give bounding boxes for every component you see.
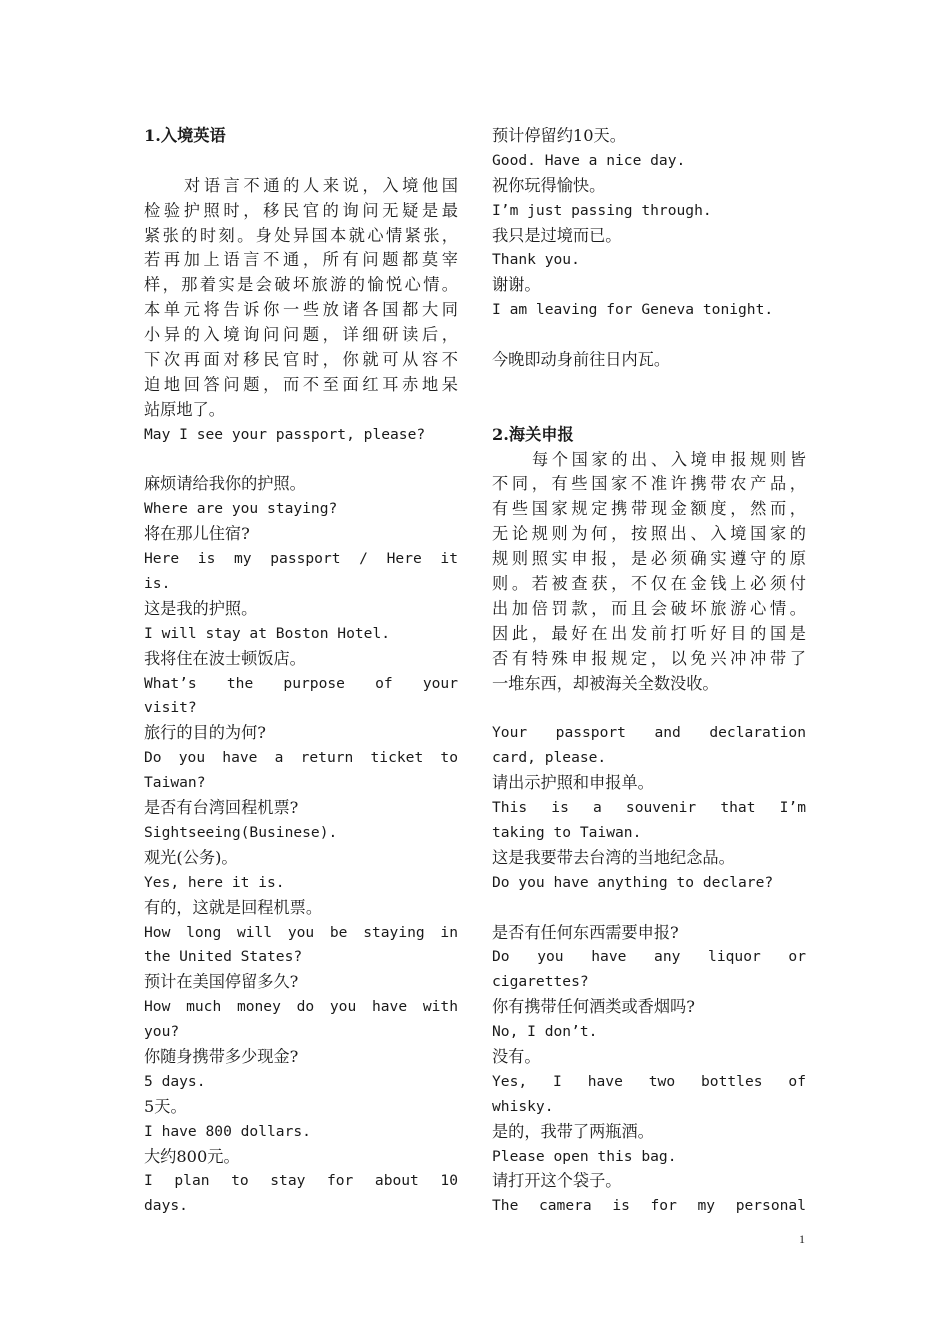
right-column — [492, 124, 806, 1219]
entry-intro-paragraph — [144, 174, 458, 423]
dialogue-line: Taiwan? — [144, 774, 206, 792]
dialogue-line: is. — [144, 575, 171, 593]
blank-line — [144, 448, 458, 473]
dialogue-line: 是的，我带了两瓶酒。 — [492, 1121, 654, 1141]
paragraph-line: 站原地了。 — [144, 399, 225, 419]
paragraph-line: 否有特殊申报规定，以免兴冲冲带了 — [492, 648, 806, 668]
dialogue-line: I have 800 dollars. — [144, 1122, 311, 1140]
paragraph-line: 因此，最好在出发前打听好目的国是 — [492, 623, 806, 643]
dialogue-line: 有的，这就是回程机票。 — [144, 897, 323, 917]
dialogue-line: cigarettes? — [492, 973, 589, 991]
dialogue-line: What’s the purpose of your — [144, 674, 458, 692]
paragraph-line: 不同，有些国家不准许携带农产品， — [492, 474, 806, 494]
dialogue-line: No, I don’t. — [492, 1023, 598, 1041]
dialogue-line: Good. Have a nice day. — [492, 151, 686, 169]
page-number: 1 — [799, 1232, 805, 1246]
dialogue-line: 我将住在波士顿饭店。 — [144, 648, 306, 668]
paragraph-line: 样，那着实是会破坏旅游的愉悦心情。 — [144, 275, 458, 295]
dialogue-line: Yes, here it is. — [144, 873, 285, 891]
dialogue-line: card, please. — [492, 749, 607, 767]
paragraph-line: 则。若被查获，不仅在金钱上必须付 — [492, 574, 806, 594]
dialogue-line: How long will you be staying in — [144, 923, 458, 941]
paragraph-line: 小异的入境询问问题，详细研读后， — [144, 325, 458, 345]
dialogue-line: Yes, I have two bottles of — [492, 1072, 806, 1090]
dialogue-line: the United States? — [144, 948, 303, 966]
left-column — [144, 124, 458, 1219]
section-heading-entry: 1.入境英语 — [144, 126, 226, 145]
entry-dialogue — [144, 423, 458, 1220]
dialogue-line: 预计在美国停留多久? — [144, 972, 299, 992]
paragraph-line: 无论规则为何，按照出、入境国家的 — [492, 524, 806, 544]
section-heading-customs: 2.海关申报 — [492, 424, 574, 444]
dialogue-line: Do you have a return ticket to — [144, 749, 458, 767]
dialogue-line: 将在那儿住宿? — [144, 524, 250, 544]
dialogue-line: 5 days. — [144, 1072, 206, 1090]
dialogue-line: I am leaving for Geneva tonight. — [492, 301, 774, 319]
paragraph-line: 规则照实申报，是必须确实遵守的原 — [492, 549, 806, 569]
dialogue-line: 今晚即动身前往日内瓦。 — [492, 350, 671, 370]
dialogue-line: 5天。 — [144, 1096, 187, 1116]
paragraph-line: 迫地回答问题，而不至面红耳赤地呆 — [144, 374, 458, 394]
dialogue-line: I will stay at Boston Hotel. — [144, 624, 391, 642]
paragraph-line: 检验护照时，移民官的询问无疑是最 — [144, 200, 458, 220]
paragraph-line: 若再加上语言不通，所有问题都莫宰 — [144, 250, 458, 270]
paragraph-line: 紧张的时刻。身处异国本就心情紧张， — [144, 225, 458, 245]
dialogue-line: 祝你玩得愉快。 — [492, 175, 606, 195]
dialogue-line: 我只是过境而已。 — [492, 225, 622, 245]
dialogue-line: 旅行的目的为何? — [144, 723, 266, 743]
paragraph-line: 一堆东西，却被海关全数没收。 — [492, 673, 719, 693]
dialogue-line: 是否有任何东西需要申报? — [492, 922, 679, 942]
dialogue-line: 是否有台湾回程机票? — [144, 798, 299, 818]
dialogue-line: Please open this bag. — [492, 1147, 677, 1165]
dialogue-line: whisky. — [492, 1097, 554, 1115]
dialogue-line: How much money do you have with — [144, 998, 458, 1016]
blank-line — [492, 697, 806, 722]
dialogue-line: visit? — [144, 699, 197, 717]
customs-dialogue — [492, 697, 806, 1220]
dialogue-line: Here is my passport / Here it — [144, 550, 458, 568]
dialogue-line: 麻烦请给我你的护照。 — [144, 474, 306, 494]
dialogue-line: taking to Taiwan. — [492, 823, 642, 841]
dialogue-line: 大约800元。 — [144, 1146, 240, 1166]
dialogue-line: 没有。 — [492, 1046, 541, 1066]
dialogue-line: Sightseeing(Businese). — [144, 823, 338, 841]
dialogue-line: you? — [144, 1023, 180, 1041]
dialogue-line: Do you have anything to declare? — [492, 873, 774, 891]
dialogue-line: The camera is for my personal — [492, 1197, 806, 1215]
dialogue-line: May I see your passport, please? — [144, 425, 426, 443]
dialogue-line: Where are you staying? — [144, 500, 338, 518]
paragraph-line: 对语言不通的人来说，入境他国 — [184, 175, 458, 195]
dialogue-line: Do you have any liquor or — [492, 948, 806, 966]
spacer — [144, 149, 458, 174]
dialogue-line: 这是我的护照。 — [144, 598, 258, 618]
dialogue-line: 观光(公务)。 — [144, 847, 238, 867]
dialogue-line: Your passport and declaration — [492, 724, 806, 742]
paragraph-line: 下次再面对移民官时，你就可从容不 — [144, 350, 458, 370]
dialogue-line: 请出示护照和申报单。 — [492, 773, 654, 793]
paragraph-line: 每个国家的出、入境申报规则皆 — [532, 449, 806, 469]
customs-intro-paragraph — [492, 448, 806, 697]
blank-line — [492, 323, 806, 348]
dialogue-line: 请打开这个袋子。 — [492, 1171, 622, 1191]
dialogue-line: 你有携带任何酒类或香烟吗? — [492, 997, 695, 1017]
dialogue-line: This is a souvenir that I’m — [492, 799, 806, 817]
paragraph-line: 本单元将告诉你一些放诸各国都大同 — [144, 300, 458, 320]
paragraph-line: 出加倍罚款，而且会破坏旅游心情。 — [492, 598, 806, 618]
entry-dialogue-continued — [492, 124, 806, 373]
dialogue-line: days. — [144, 1197, 188, 1215]
blank-line — [492, 896, 806, 921]
dialogue-line: Thank you. — [492, 251, 580, 269]
dialogue-line: I’m just passing through. — [492, 201, 712, 219]
paragraph-line: 有些国家规定携带现金额度，然而， — [492, 499, 806, 519]
dialogue-line: 谢谢。 — [492, 275, 541, 295]
spacer — [492, 373, 806, 423]
dialogue-line: 这是我要带去台湾的当地纪念品。 — [492, 847, 735, 867]
dialogue-line: 你随身携带多少现金? — [144, 1046, 299, 1066]
dialogue-line: I plan to stay for about 10 — [144, 1172, 458, 1190]
dialogue-line: 预计停留约10天。 — [492, 126, 626, 145]
